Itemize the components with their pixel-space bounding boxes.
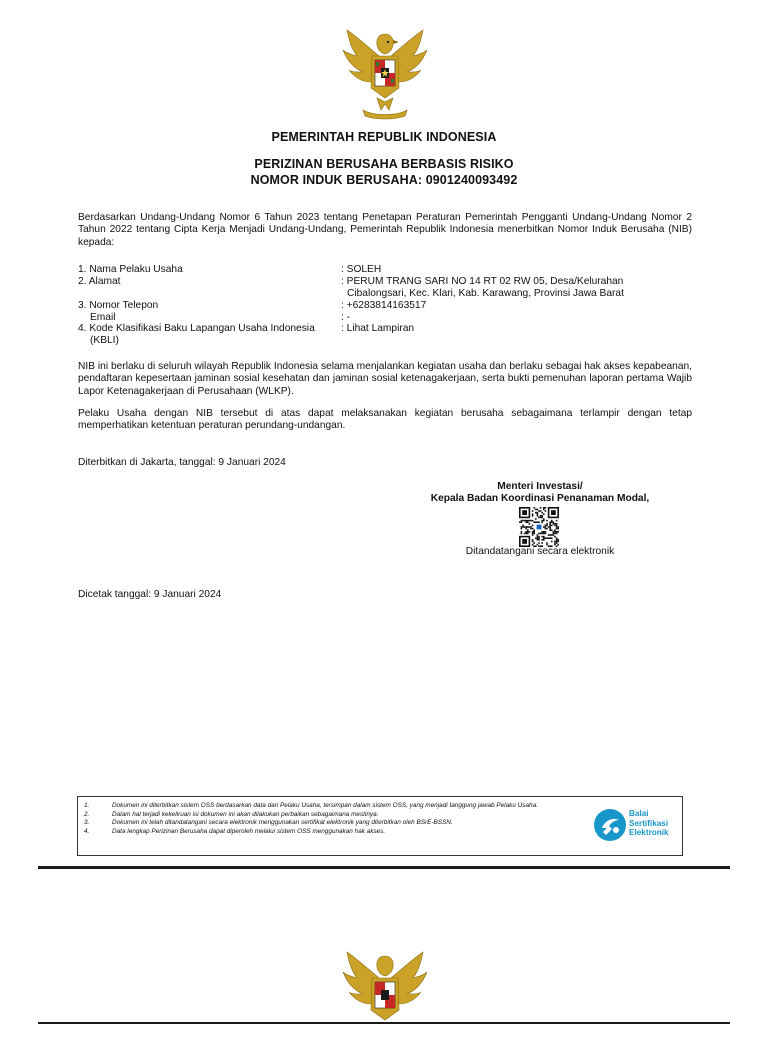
notes-box (77, 796, 683, 856)
note-number: 2. (84, 810, 90, 818)
signer-title-2: Kepala Badan Koordinasi Penanaman Modal, (430, 493, 650, 504)
field-value-kbli: : Lihat Lampiran (341, 323, 415, 334)
notes-list (84, 802, 594, 836)
bsre-logo-icon (593, 808, 627, 842)
note-text: Dokumen ini diterbitkan sistem OSS berdasarkan data dari Pelaku Usaha, tersimpan dalam sistem OSS, yang menjadi tanggung jawab Pelaku Usaha. (112, 802, 538, 809)
note-number: 1. (84, 802, 90, 809)
note-number: 3. (84, 819, 90, 827)
intro-paragraph: Berdasarkan Undang-Undang Nomor 6 Tahun 2023 tentang Penetapan Peraturan Pemerintah Pengganti Undang-Undang Nomor 2 Tahun 2022 tentang Cipta Kerja Menjadi Undang-Undang, Pemerintah Republik Indonesia menerbitkan Nomor Induk Berusaha (NIB) kepada: (78, 212, 692, 248)
note-text: Dokumen ini telah ditandatangani secara elektronik menggunakan sertifikat elektronik yang diterbitkan oleh BSrE-BSSN. (112, 819, 453, 827)
bsre-logo (593, 808, 679, 844)
field-value-alamat-cont: Cibalongsari, Kec. Klari, Kab. Karawang, Provinsi Jawa Barat (347, 288, 624, 299)
bsre-line-3: Elektronik (629, 828, 669, 837)
issued-place-date: Diterbitkan di Jakarta, tanggal: 9 Januari 2024 (78, 457, 286, 468)
field-label-alamat: 2. Alamat (78, 276, 121, 287)
document-title: PERIZINAN BERUSAHA BERBASIS RISIKO (254, 157, 514, 171)
bsre-logo-text (629, 809, 669, 838)
electronic-signature-note: Ditandatangani secara elektronik (465, 546, 615, 557)
nib-number: NOMOR INDUK BERUSAHA: 0901240093492 (250, 173, 518, 187)
field-label-telepon: 3. Nomor Telepon (78, 300, 159, 311)
field-value-nama: : SOLEH (341, 264, 382, 275)
field-value-email: : - (341, 312, 351, 323)
note-text: Dalam hal terjadi kekeliruan isi dokumen ini akan dilakukan perbaikan sebagaimana mestinya. (112, 810, 379, 818)
note-item (84, 819, 594, 828)
note-item (84, 802, 594, 811)
signer-title-1: Menteri Investasi/ (497, 481, 583, 492)
note-item (84, 811, 594, 820)
printed-date: Dicetak tanggal: 9 Januari 2024 (78, 589, 222, 600)
note-text: Data lengkap Perizinan Berusaha dapat diperoleh melalui sistem OSS menggunakan hak akses. (112, 827, 386, 835)
page-divider (38, 866, 730, 869)
government-heading: PEMERINTAH REPUBLIK INDONESIA (271, 130, 497, 144)
field-label-email: Email (90, 312, 116, 323)
field-value-telepon: : +6283814163517 (341, 300, 427, 311)
garuda-emblem-next-page (339, 948, 431, 1044)
field-label-kbli: 4. Kode Klasifikasi Baku Lapangan Usaha Indonesia (78, 323, 315, 334)
qr-code-icon (519, 507, 559, 547)
field-label-nama: 1. Nama Pelaku Usaha (78, 264, 183, 275)
note-number: 4. (84, 827, 90, 835)
bsre-line-1: Balai (629, 809, 649, 818)
pelaku-usaha-paragraph: Pelaku Usaha dengan NIB tersebut di atas dapat melaksanakan kegiatan berusaha sebagaimana terlampir dengan tetap memperhatikan ketentuan peraturan perundang-undangan. (78, 408, 692, 432)
nib-validity-paragraph: NIB ini berlaku di seluruh wilayah Republik Indonesia selama menjalankan kegiatan usaha dan berlaku sebagai hak akses kepabeanan, pendaftaran kepesertaan jaminan sosial kesehatan dan jaminan sosial ketenagakerjaan, serta bukti pemenuhan laporan pertama Wajib Lapor Ketenagakerjaan di Perusahaan (WLKP). (78, 361, 692, 397)
bsre-line-2: Sertifikasi (629, 818, 669, 828)
garuda-emblem (339, 26, 431, 122)
field-label-kbli-cont: (KBLI) (90, 335, 119, 346)
note-item (84, 828, 594, 837)
field-value-alamat: : PERUM TRANG SARI NO 14 RT 02 RW 05, Desa/Kelurahan (341, 276, 624, 287)
